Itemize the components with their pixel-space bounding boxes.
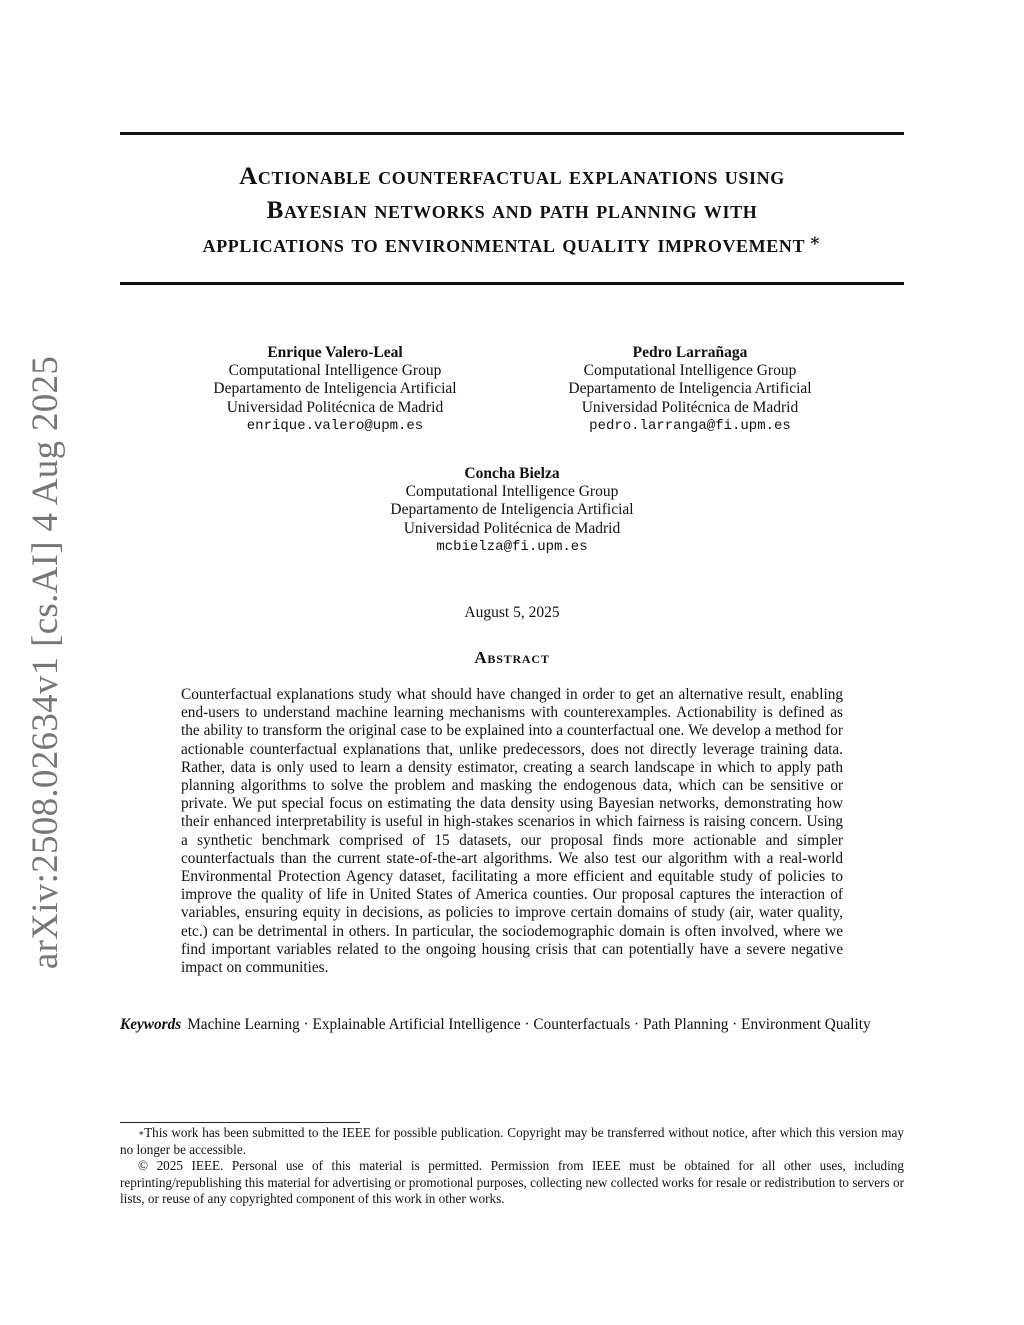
title-footnote-marker: ∗ xyxy=(809,231,822,250)
author-group: Computational Intelligence Group xyxy=(405,483,619,501)
author-email[interactable]: mcbielza@fi.upm.es xyxy=(436,538,588,555)
author-block xyxy=(377,465,647,556)
publication-date: August 5, 2025 xyxy=(464,604,560,621)
keywords-text: Machine Learning · Explainable Artificial Intelligence · Counterfactuals · Path Planning · Environment Quality xyxy=(187,1016,871,1033)
footnote-copyright: © 2025 IEEE. Personal use of this material is permitted. Permission from IEEE must be obtained for all other uses, including reprinting/republishing this material for advertising or promotional purposes, collecting new collected works for resale or redistribution to servers or lists, or reuse of any copyrighted component of this work in other works. xyxy=(120,1158,904,1207)
arxiv-side-identifier xyxy=(16,355,76,970)
author-name: Pedro Larrañaga xyxy=(632,344,748,361)
arxiv-identifier-text: arXiv:2508.02634v1 [cs.AI] 4 Aug 2025 xyxy=(25,355,67,970)
title-line-2: Bayesian networks and path planning with xyxy=(266,197,758,224)
footnote-submission-text: This work has been submitted to the IEEE for possible publication. Copyright may be transferred without notice, after which this version may no longer be accessible. xyxy=(120,1125,904,1157)
author-group: Computational Intelligence Group xyxy=(228,362,442,380)
keywords xyxy=(120,1016,904,1034)
footnotes xyxy=(120,1125,904,1208)
keywords-label: Keywords xyxy=(120,1016,182,1033)
title-line-1: Actionable counterfactual explanations using xyxy=(239,163,785,190)
author-name: Enrique Valero-Leal xyxy=(267,344,403,361)
author-department: Departamento de Inteligencia Artificial xyxy=(213,380,457,398)
title-line-3-text: applications to environmental quality improvement xyxy=(202,231,806,258)
title-line-3 xyxy=(120,228,904,262)
abstract-heading: Abstract xyxy=(474,648,550,667)
author-department: Departamento de Inteligencia Artificial xyxy=(568,380,812,398)
footnote-marker: ∗ xyxy=(138,1128,145,1138)
author-block xyxy=(555,344,825,435)
author-group: Computational Intelligence Group xyxy=(583,362,797,380)
author-email[interactable]: pedro.larranga@fi.upm.es xyxy=(589,417,791,434)
author-name: Concha Bielza xyxy=(464,465,560,482)
author-university: Universidad Politécnica de Madrid xyxy=(226,398,444,416)
author-university: Universidad Politécnica de Madrid xyxy=(581,398,799,416)
author-department: Departamento de Inteligencia Artificial xyxy=(390,501,634,519)
footnote-submission xyxy=(120,1125,904,1158)
author-block xyxy=(200,344,470,435)
title-top-rule xyxy=(120,132,904,135)
paper-title xyxy=(120,160,904,262)
footnote-rule xyxy=(120,1122,360,1123)
author-email[interactable]: enrique.valero@upm.es xyxy=(246,417,424,434)
abstract-text: Counterfactual explanations study what should have changed in order to get an alternative result, enabling end-users to understand machine learning mechanisms with counterexamples. Actionability is defined as the ability to transform the original case to be explained into a counterfactual one. We develop a method for actionable counterfactual explanations that, unlike predecessors, does not directly leverage training data. Rather, data is only used to learn a density estimator, creating a search landscape in which to apply path planning algorithms to solve the problem and masking the endogenous data, which can be sensitive or private. We put special focus on estimating the data density using Bayesian networks, demonstrating how their enhanced interpretability is useful in high-stakes scenarios in which fairness is raising concern. Using a synthetic benchmark comprised of 15 datasets, our proposal finds more actionable and simpler counterfactuals than the current state-of-the-art algorithms. We also test our algorithm with a real-world Environmental Protection Agency dataset, facilitating a more efficient and equitable study of policies to improve the quality of life in United States of America counties. Our proposal captures the interaction of variables, ensuring equity in decisions, as policies to improve certain domains of study (air, water quality, etc.) can be detrimental in others. In particular, the sociodemographic domain is often involved, where we find important variables related to the ongoing housing crisis that can potentially have a severe negative impact on communities. xyxy=(181,686,843,977)
title-bottom-rule xyxy=(120,282,904,285)
author-university: Universidad Politécnica de Madrid xyxy=(403,519,621,537)
